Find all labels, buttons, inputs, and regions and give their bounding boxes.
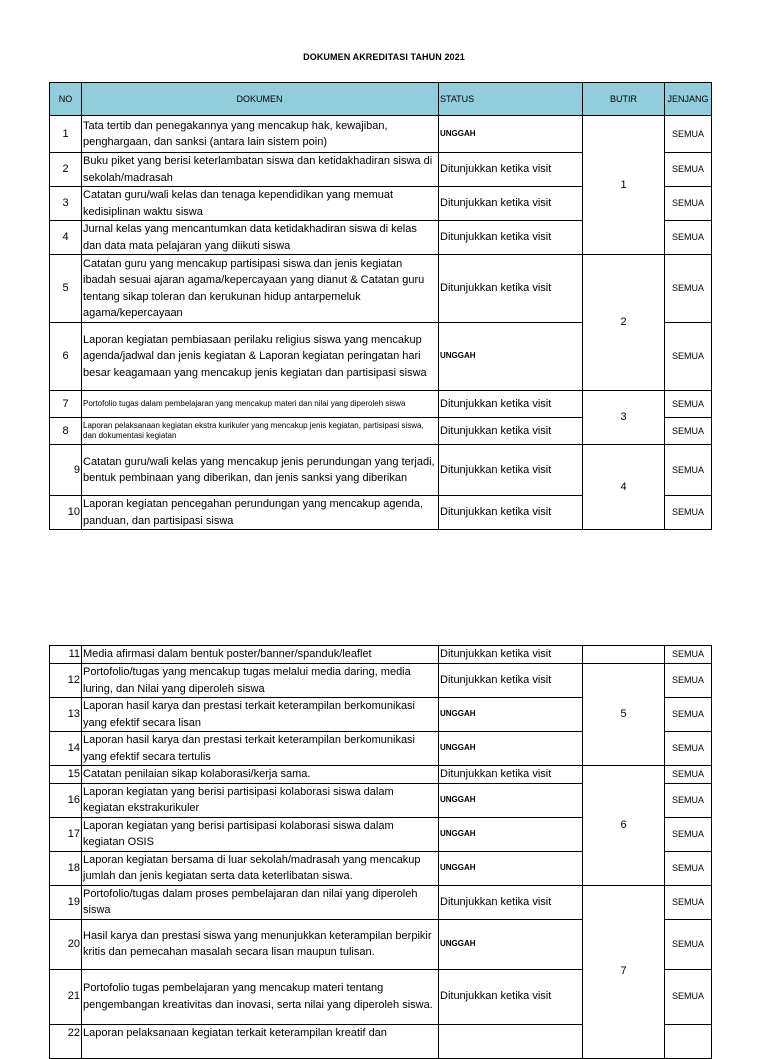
row-status: Ditunjukkan ketika visit [439, 445, 583, 496]
table-row [50, 664, 712, 698]
row-no: 14 [50, 732, 82, 766]
row-document: Laporan pelaksanaan kegiatan ekstra kurikuler yang mencakup jenis kegiatan, partisipasi siswa, dan dokumentasi kegiatan [82, 418, 439, 445]
header-no: NO [50, 83, 82, 116]
row-no: 1 [50, 116, 82, 153]
row-status: UNGGAH [439, 817, 583, 851]
row-document: Laporan hasil karya dan prestasi terkait keterampilan berkomunikasi yang efektif secara lisan [82, 698, 439, 732]
row-status: Ditunjukkan ketika visit [439, 187, 583, 221]
row-no: 19 [50, 885, 82, 919]
row-no: 5 [50, 255, 82, 323]
row-no: 2 [50, 153, 82, 187]
butir-cell: 1 [583, 116, 665, 255]
table-row [50, 255, 712, 323]
row-jenjang: SEMUA [665, 885, 712, 919]
row-status: UNGGAH [439, 919, 583, 969]
row-document: Laporan kegiatan bersama di luar sekolah/madrasah yang mencakup jumlah dan jenis kegiatan serta data keterlibatan siswa. [82, 851, 439, 885]
row-status [439, 1024, 583, 1058]
row-no: 7 [50, 391, 82, 418]
row-no: 8 [50, 418, 82, 445]
row-no: 21 [50, 969, 82, 1024]
row-no: 12 [50, 664, 82, 698]
row-no: 3 [50, 187, 82, 221]
table-row [50, 766, 712, 784]
header-status: STATUS [439, 83, 583, 116]
document-table-2 [49, 645, 712, 1059]
row-status: UNGGAH [439, 323, 583, 391]
row-no: 15 [50, 766, 82, 784]
row-no: 18 [50, 851, 82, 885]
header-butir: BUTIR [583, 83, 665, 116]
row-jenjang: SEMUA [665, 418, 712, 445]
row-jenjang: SEMUA [665, 783, 712, 817]
row-no: 22 [50, 1024, 82, 1058]
row-jenjang: SEMUA [665, 496, 712, 530]
row-jenjang: SEMUA [665, 969, 712, 1024]
row-jenjang: SEMUA [665, 445, 712, 496]
header-dokumen: DOKUMEN [82, 83, 439, 116]
row-no: 11 [50, 646, 82, 664]
row-jenjang: SEMUA [665, 323, 712, 391]
row-status: UNGGAH [439, 116, 583, 153]
row-jenjang: SEMUA [665, 187, 712, 221]
table-row [50, 116, 712, 153]
row-status: Ditunjukkan ketika visit [439, 885, 583, 919]
row-status: UNGGAH [439, 783, 583, 817]
row-status: Ditunjukkan ketika visit [439, 391, 583, 418]
row-jenjang: SEMUA [665, 732, 712, 766]
row-jenjang: SEMUA [665, 664, 712, 698]
row-document: Catatan guru/wali kelas dan tenaga kependidikan yang memuat kedisiplinan waktu siswa [82, 187, 439, 221]
row-document: Portofolio tugas pembelajaran yang mencakup materi tentang pengembangan kreativitas dan inovasi, serta nilai yang diperoleh siswa. [82, 969, 439, 1024]
row-document: Portofolio/tugas dalam proses pembelajaran dan nilai yang diperoleh siswa [82, 885, 439, 919]
row-status: Ditunjukkan ketika visit [439, 418, 583, 445]
row-jenjang: SEMUA [665, 116, 712, 153]
row-no: 10 [50, 496, 82, 530]
row-jenjang: SEMUA [665, 919, 712, 969]
row-document: Laporan kegiatan pencegahan perundungan yang mencakup agenda, panduan, dan partisipasi siswa [82, 496, 439, 530]
row-jenjang: SEMUA [665, 851, 712, 885]
row-document: Portofolio tugas dalam pembelajaran yang mencakup materi dan nilai yang diperoleh siswa [82, 391, 439, 418]
row-document: Catatan guru/wali kelas yang mencakup jenis perundungan yang terjadi, bentuk pembinaan yang diberikan, dan jenis sanksi yang diberikan [82, 445, 439, 496]
row-document: Catatan penilaian sikap kolaborasi/kerja sama. [82, 766, 439, 784]
row-jenjang [665, 1024, 712, 1058]
table-header-row [50, 83, 712, 116]
table-row [50, 391, 712, 418]
document-table-1 [49, 82, 712, 530]
row-jenjang: SEMUA [665, 255, 712, 323]
row-status: UNGGAH [439, 851, 583, 885]
row-jenjang: SEMUA [665, 221, 712, 255]
document-title: DOKUMEN AKREDITASI TAHUN 2021 [303, 52, 465, 62]
row-document: Catatan guru yang mencakup partisipasi siswa dan jenis kegiatan ibadah sesuai ajaran agama/kepercayaan yang dianut & Catatan guru tentang sikap toleran dan kerukunan hidup antarpemeluk agama/kepercayaan [82, 255, 439, 323]
row-jenjang: SEMUA [665, 766, 712, 784]
row-no: 16 [50, 783, 82, 817]
row-document: Laporan kegiatan yang berisi partisipasi kolaborasi siswa dalam kegiatan OSIS [82, 817, 439, 851]
row-jenjang: SEMUA [665, 817, 712, 851]
butir-cell [583, 646, 665, 664]
row-jenjang: SEMUA [665, 391, 712, 418]
row-no: 13 [50, 698, 82, 732]
row-status: Ditunjukkan ketika visit [439, 664, 583, 698]
row-document: Buku piket yang berisi keterlambatan siswa dan ketidakhadiran siswa di sekolah/madrasah [82, 153, 439, 187]
row-status: Ditunjukkan ketika visit [439, 153, 583, 187]
row-status: Ditunjukkan ketika visit [439, 766, 583, 784]
row-document: Laporan kegiatan pembiasaan perilaku religius siswa yang mencakup agenda/jadwal dan jenis kegiatan & Laporan kegiatan peringatan hari besar keagamaan yang mencakup jenis kegiatan dan partisipasi siswa [82, 323, 439, 391]
row-no: 9 [50, 445, 82, 496]
row-document: Tata tertib dan penegakannya yang mencakup hak, kewajiban, penghargaan, dan sanksi (antara lain sistem poin) [82, 116, 439, 153]
row-no: 6 [50, 323, 82, 391]
row-document: Jurnal kelas yang mencantumkan data ketidakhadiran siswa di kelas dan data mata pelajaran yang diikuti siswa [82, 221, 439, 255]
table-row [50, 445, 712, 496]
row-document: Laporan hasil karya dan prestasi terkait keterampilan berkomunikasi yang efektif secara tertulis [82, 732, 439, 766]
butir-cell: 2 [583, 255, 665, 391]
butir-cell: 4 [583, 445, 665, 530]
row-status: UNGGAH [439, 698, 583, 732]
table-row [50, 646, 712, 664]
butir-cell: 6 [583, 766, 665, 886]
header-jenjang: JENJANG [665, 83, 712, 116]
row-document: Media afirmasi dalam bentuk poster/banner/spanduk/leaflet [82, 646, 439, 664]
row-status: Ditunjukkan ketika visit [439, 969, 583, 1024]
row-no: 20 [50, 919, 82, 969]
row-document: Laporan kegiatan yang berisi partisipasi kolaborasi siswa dalam kegiatan ekstrakurikuler [82, 783, 439, 817]
row-status: Ditunjukkan ketika visit [439, 646, 583, 664]
row-status: UNGGAH [439, 732, 583, 766]
row-no: 4 [50, 221, 82, 255]
butir-cell: 7 [583, 885, 665, 1058]
row-jenjang: SEMUA [665, 153, 712, 187]
row-no: 17 [50, 817, 82, 851]
row-status: Ditunjukkan ketika visit [439, 496, 583, 530]
row-status: Ditunjukkan ketika visit [439, 255, 583, 323]
row-document: Hasil karya dan prestasi siswa yang menunjukkan keterampilan berpikir kritis dan pemecahan masalah secara lisan maupun tulisan. [82, 919, 439, 969]
row-document: Laporan pelaksanaan kegiatan terkait keterampilan kreatif dan [82, 1024, 439, 1058]
row-jenjang: SEMUA [665, 698, 712, 732]
table-row [50, 885, 712, 919]
row-jenjang: SEMUA [665, 646, 712, 664]
butir-cell: 5 [583, 664, 665, 766]
row-status: Ditunjukkan ketika visit [439, 221, 583, 255]
butir-cell: 3 [583, 391, 665, 445]
row-document: Portofolio/tugas yang mencakup tugas melalui media daring, media luring, dan Nilai yang diperoleh siswa [82, 664, 439, 698]
